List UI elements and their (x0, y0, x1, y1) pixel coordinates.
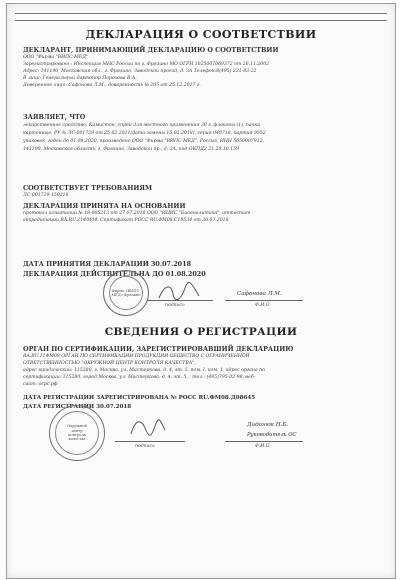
applicant-signatory-name: Сафонова Л.М. (237, 291, 282, 297)
registration-name-line (225, 441, 303, 442)
requirements-heading: СООТВЕТСТВУЕТ ТРЕБОВАНИЯМ (23, 184, 153, 192)
registration-seal-text: Окружной центр контроля качества (67, 424, 87, 442)
applicant-line: Зарегистрировано : Инспекция МНС России по г. Фрязино МО ОГРН 1025007069372 от 26.11.2002 (23, 62, 270, 67)
registration-head-title: Руководитель ОС (247, 432, 297, 438)
basis-line: аккредитации RA.RU.21ФМ04, Сертификат РОСС RU.ФМ08.С19534 от 30.07.2018 (23, 218, 229, 223)
registration-signature (127, 416, 167, 442)
valid-until: ДЕКЛАРАЦИЯ ДЕЙСТВИТЕЛЬНА ДО 01.08.2020 (23, 270, 206, 278)
registration-signature-line (115, 441, 185, 442)
applicant-signature-caption: подпись (165, 303, 185, 308)
top-frame-rule (15, 13, 387, 21)
applicant-name-line (225, 300, 303, 301)
registration-signature-caption: подпись (135, 444, 155, 449)
registration-title: СВЕДЕНИЯ О РЕГИСТРАЦИИ (104, 326, 298, 338)
applicant-seal (103, 270, 149, 316)
applicant-line: Доверенное лицо: Сафонова Л.М., доверенность № 205 от 25.12.2017 г. (23, 83, 201, 88)
declaration-title: ДЕКЛАРАЦИЯ О СООТВЕТСТВИИ (85, 28, 317, 41)
claims-line: 141190, Московская область, г. Фрязино, Заводской пр., д. 3А, код ОКПД2 21.20.10.159 (23, 147, 239, 152)
claims-line: упаковок, годен до 01.08.2020, произведено ООО "Фирма "ВИПС-МЕД", Россия, ИНН 5050007912, (23, 139, 265, 144)
registration-name-caption: Ф.И.О (255, 444, 270, 449)
registration-body-line: сайт: ocpс.рф (23, 382, 58, 387)
declaration-sheet (6, 3, 396, 579)
applicant-name: ООО "Фирма "ВИПС-МЕД" (23, 55, 89, 60)
applicant-seal-text: Фирма «ВИПС-МЕД» Фрязино (111, 288, 141, 297)
applicant-signature-line (147, 300, 213, 301)
requirements-line: ЛС-001729-150218 (23, 193, 69, 198)
claims-heading: ЗАЯВЛЯЕТ, ЧТО (23, 113, 86, 121)
registration-number: ДАТА РЕГИСТРАЦИИ ЗАРЕГИСТРИРОВАНА № РОСС RU.ФМ08.Д08645 (23, 395, 256, 401)
applicant-name-caption: Ф.И.О (255, 303, 270, 308)
basis-heading: ДЕКЛАРАЦИЯ ПРИНЯТА НА ОСНОВАНИИ (23, 202, 186, 210)
registration-body-line: сертификации: 115280, город Москва, ул. Мастеркова, д. 4, эт. 5, , тел.: (495)795-02-98, веб- (23, 375, 256, 380)
registration-body-heading: ОРГАН ПО СЕРТИФИКАЦИИ, ЗАРЕГИСТРИРОВАВШИЙ ДЕКЛАРАЦИЮ (23, 345, 294, 353)
accepted-date: ДАТА ПРИНЯТИЯ ДЕКЛАРАЦИИ 30.07.2018 (23, 260, 192, 268)
applicant-line: Адрес: 141190, Московская обл., г. Фрязино, Заводской проезд, д. 3А Телефон:8(495) 221-83-22 (23, 69, 257, 74)
registration-body-line: адрес юридический: 115280, г. Москва, ул. Мастеркова, д. 4, эт. 5, пом. I, ком. 1, адрес органа по (23, 368, 265, 373)
applicant-heading: ДЕКЛАРАНТ, ПРИНИМАЮЩИЙ ДЕКЛАРАЦИЮ О СООТВЕТСТВИИ (23, 46, 279, 54)
basis-line: протокол испытаний № 18-005213 от 27.07.2018 ООО "ИЦИС "Биоаналитика", аттестат (23, 211, 251, 216)
claims-line: картонные, РУ № ЛС-001729 от 25.02.2011(дата замены 15.02.2018), серия 049718, партия 9552 (23, 131, 266, 136)
registration-head-name: Дидонюк Н.Б. (247, 422, 289, 428)
applicant-line: В лице: Генеральный директор Порохова В.А. (23, 76, 137, 81)
registration-date: ДАТА РЕГИСТРАЦИИ 30.07.2018 (23, 404, 132, 410)
registration-body-line: ОТВЕТСТВЕННОСТЬЮ "ОКРУЖНОЙ ЦЕНТР КОНТРОЛЯ КАЧЕСТВА", (23, 361, 196, 366)
registration-body-line: RA.RU.11ФМ08 ОРГАН ПО СЕРТИФИКАЦИИ ПРОДУКЦИИ ОБЩЕСТВО С ОГРАНИЧЕННОЙ (23, 354, 250, 359)
registration-seal (49, 405, 105, 461)
claims-line: лекарственное средство: Камистон, спрей для местного применения 30 г, флаконы (1), пачки (23, 123, 261, 128)
